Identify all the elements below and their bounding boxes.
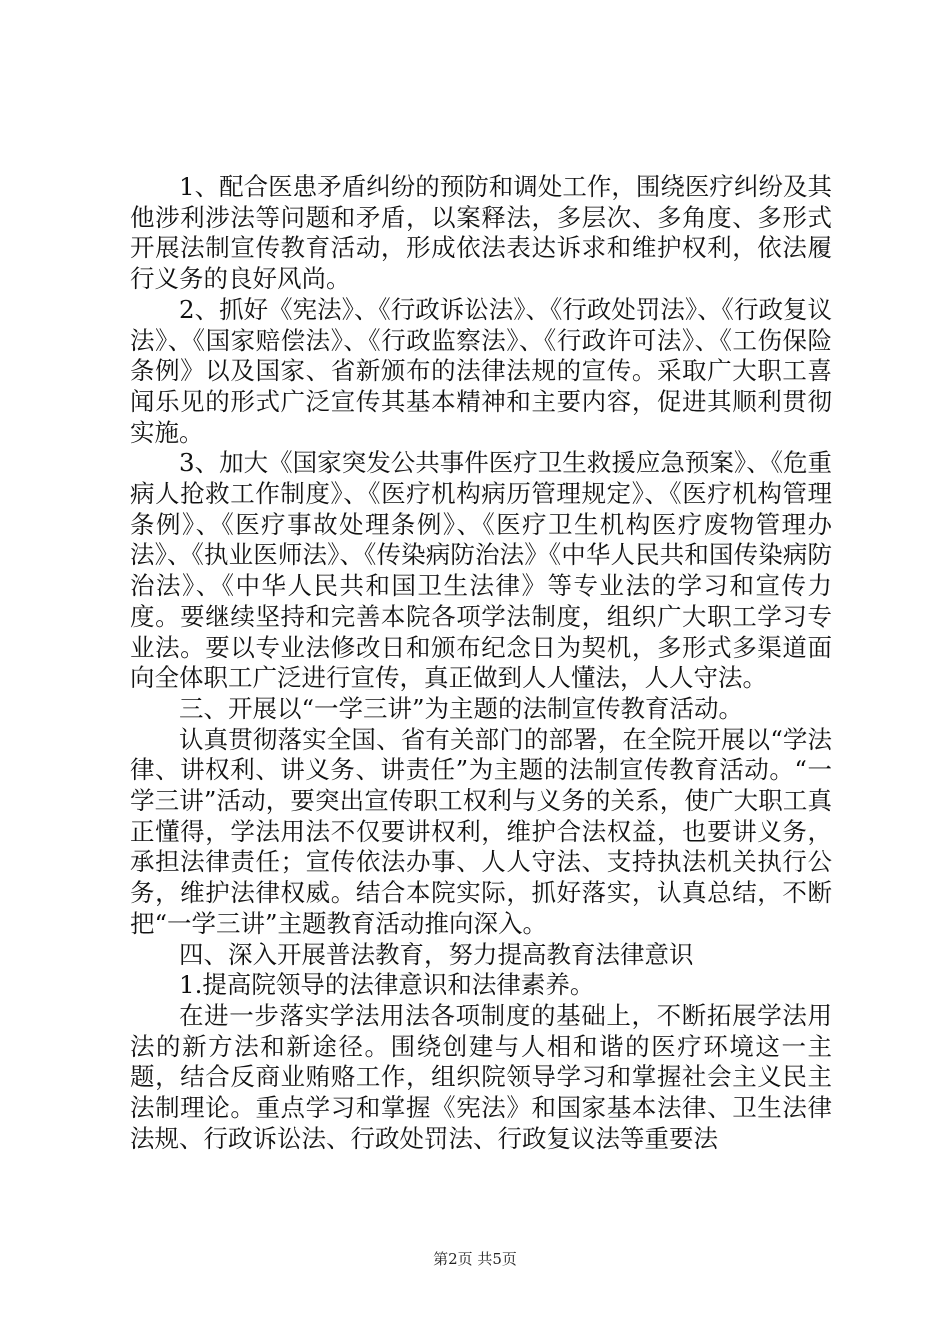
subheading-1: 1.提高院领导的法律意识和法律素养。: [179, 970, 595, 1000]
paragraph-1: 1、配合医患矛盾纠纷的预防和调处工作，围绕医疗纠纷及其他涉利涉法等问题和矛盾，以案释法，多层次、多角度、多形式开展法制宣传教育活动，形成依法表达诉求和维护权利，依法履行义务的良好风尚。: [130, 172, 832, 294]
paragraph-4: 认真贯彻落实全国、省有关部门的部署，在全院开展以“学法律、讲权利、讲义务、讲责任”为主题的法制宣传教育活动。“一学三讲”活动，要突出宣传职工权利与义务的关系，使广大职工真正懂得，学法用法不仅要讲权利，维护合法权益，也要讲义务，承担法律责任；宣传依法办事、人人守法、支持执法机关执行公务，维护法律权威。结合本院实际，抓好落实，认真总结，不断把“一学三讲”主题教育活动推向深入。: [130, 724, 832, 938]
page-footer: 第2页 共5页: [433, 1250, 517, 1268]
document-body: [130, 172, 832, 1155]
paragraph-2: 2、抓好《宪法》、《行政诉讼法》、《行政处罚法》、《行政复议法》、《国家赔偿法》、《行政监察法》、《行政许可法》、《工伤保险条例》以及国家、省新颁布的法律法规的宣传。采取广大职工喜闻乐见的形式广泛宣传其基本精神和主要内容，促进其顺利贯彻实施。: [130, 294, 832, 447]
section-heading-3: 三、开展以“一学三讲”为主题的法制宣传教育活动。: [179, 693, 744, 723]
section-heading-4: 四、深入开展普法教育，努力提高教育法律意识: [179, 939, 694, 969]
paragraph-3: 3、加大《国家突发公共事件医疗卫生救援应急预案》、《危重病人抢救工作制度》、《医疗机构病历管理规定》、《医疗机构管理条例》、《医疗事故处理条例》、《医疗卫生机构医疗废物管理办法》、《执业医师法》、《传染病防治法》《中华人民共和国传染病防治法》、《中华人民共和国卫生法律》等专业法的学习和宣传力度。要继续坚持和完善本院各项学法制度，组织广大职工学习专业法。要以专业法修改日和颁布纪念日为契机，多形式多渠道面向全体职工广泛进行宣传，真正做到人人懂法，人人守法。: [130, 448, 832, 693]
paragraph-5: 在进一步落实学法用法各项制度的基础上，不断拓展学法用法的新方法和新途径。围绕创建与人相和谐的医疗环境这一主题，结合反商业贿赂工作，组织院领导学习和掌握社会主义民主法制理论。重点学习和掌握《宪法》和国家基本法律、卫生法律法规、行政诉讼法、行政处罚法、行政复议法等重要法: [130, 1000, 832, 1153]
